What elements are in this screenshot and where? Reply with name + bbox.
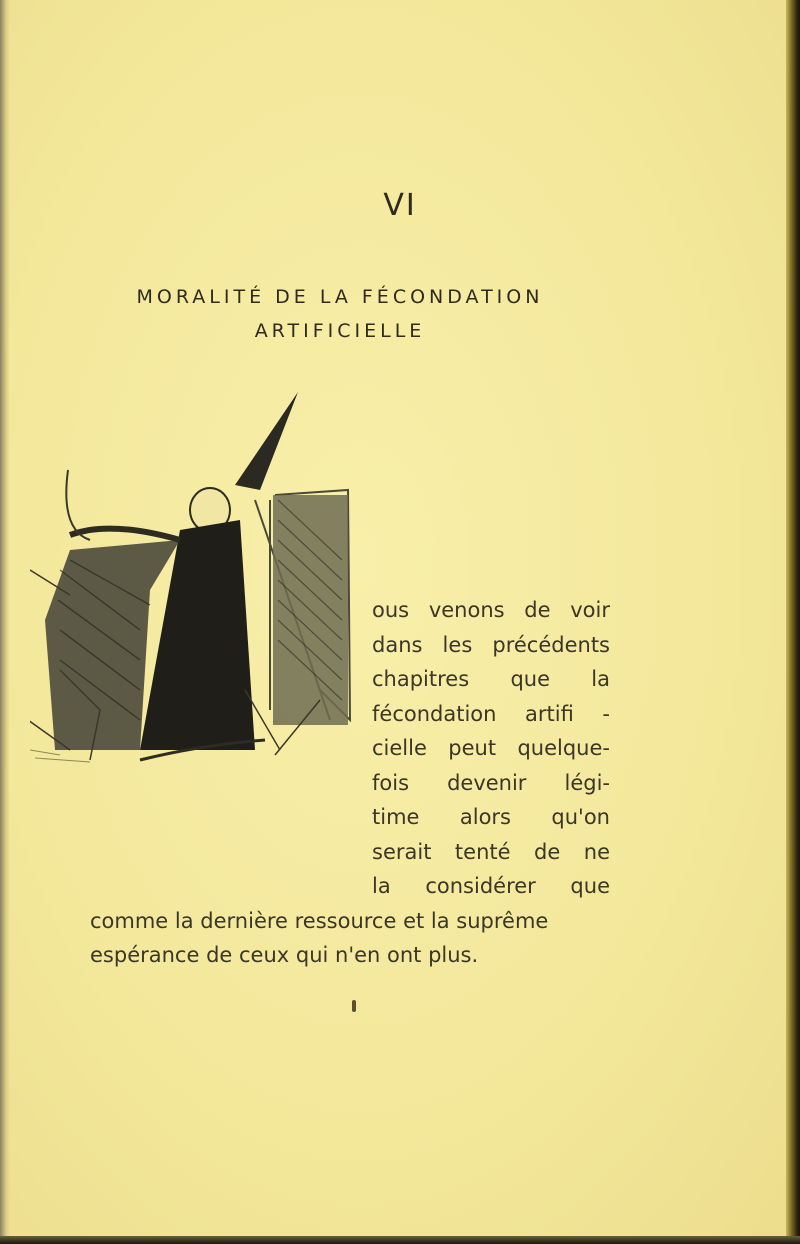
text-line: la considérer que <box>372 874 610 898</box>
text-line: time alors qu'on <box>372 805 610 829</box>
chapter-number: VI <box>383 188 417 223</box>
wizard-hat <box>235 392 298 490</box>
text-line: espérance de ceux qui n'en ont plus. <box>90 943 479 967</box>
text-line: serait tenté de ne <box>372 840 610 864</box>
chapter-title-line-2: ARTIFICIELLE <box>254 320 426 342</box>
page-right-edge <box>786 0 800 1244</box>
ink-speck <box>352 1000 356 1012</box>
text-line: dans les précédents <box>372 633 610 657</box>
text-line: chapitres que la <box>372 667 610 691</box>
text-line: cielle peut quelque- <box>372 736 610 760</box>
page-left-edge <box>0 0 10 1244</box>
text-line: ous venons de voir <box>372 598 610 622</box>
text-line: fécondation artifi - <box>372 702 610 726</box>
text-line: comme la dernière ressource et la suprême <box>90 909 549 933</box>
chapter-title-line-1: MORALITÉ DE LA FÉCONDATION <box>136 286 544 308</box>
page-bottom-edge <box>0 1236 800 1244</box>
text-line: fois devenir légi- <box>372 771 610 795</box>
wizard-illustration <box>30 390 370 770</box>
